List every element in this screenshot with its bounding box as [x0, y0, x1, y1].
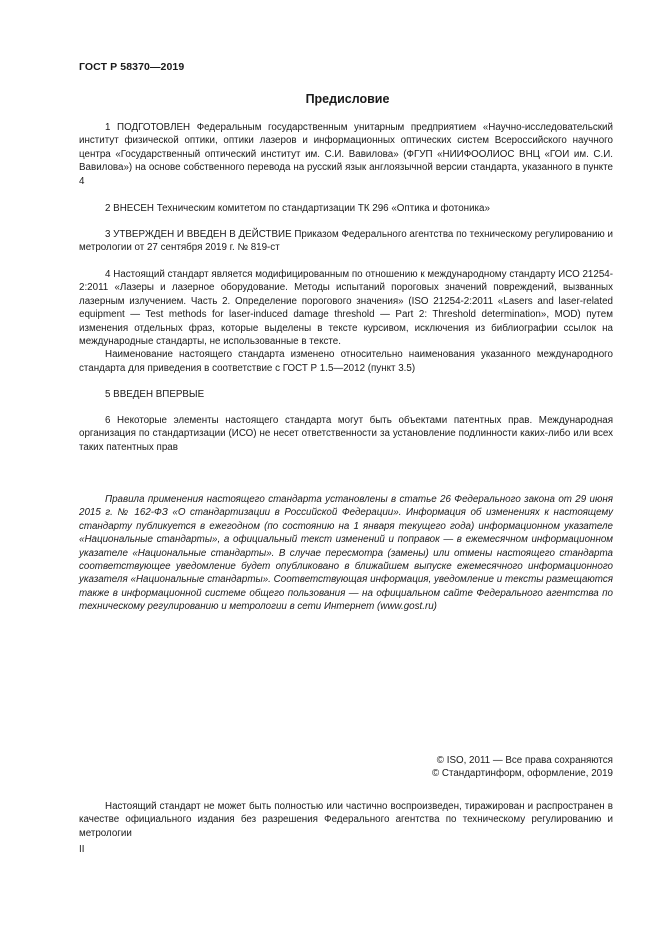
preface-item-2: [79, 202, 613, 215]
application-rules-text: Правила применения настоящего стандарта установлены в статье 26 Федерального закона от 29 июня 2015 г. № 162-ФЗ «О стандартизации в Российской Федерации». Информация об изменениях к настоящему стандарту публикуется в ежегодном (по состоянию на 1 января текущего года) информационном указателе «Национальные стандарты», а официальный текст изменений и поправок — в ежемесячном информационном указателе «Национальные стандарты». В случае пересмотра (замены) или отмены настоящего стандарта соответствующее уведомление будет опубликовано в ближайшем выпуске ежемесячного информационного указателя «Национальные стандарты». Соответствующая информация, уведомление и тексты размещаются также в информационной системе общего пользования — на официальном сайте Федерального агентства по техническому регулированию и метрологии в сети Интернет (www.gost.ru): [79, 494, 613, 613]
preface-item-1: [79, 121, 613, 188]
copyright-standartinform: © Стандартинформ, оформление, 2019: [431, 768, 613, 780]
preface-heading: Предисловие: [305, 92, 390, 106]
preface-item-3: [79, 228, 613, 255]
document-code: ГОСТ Р 58370—2019: [79, 61, 185, 73]
preface-item-2-text: 2 ВНЕСЕН Техническим комитетом по стандартизации ТК 296 «Оптика и фотоника»: [105, 203, 490, 214]
reproduction-notice-text: Настоящий стандарт не может быть полностью или частично воспроизведен, тиражирован и распространен в качестве официального издания без разрешения Федерального агентства по техническому регулированию и метрологии: [79, 801, 613, 839]
preface-item-6-text: 6 Некоторые элементы настоящего стандарта могут быть объектами патентных прав. Международная организация по стандартизации (ИСО) не несет ответственности за установление подлинности каких-либо или всех таких патентных прав: [79, 415, 613, 453]
preface-item-4: [79, 268, 613, 375]
copyright-block: [79, 754, 613, 781]
preface-item-5: [79, 388, 613, 401]
preface-item-4-text: 4 Настоящий стандарт является модифицированным по отношению к международному стандарту ИСО 21254-2:2011 «Лазеры и лазерное оборудование. Методы испытаний пороговых значений повреждений, вызванных лазерным излучением. Часть 2. Определение порогового значения» (ISO 21254-2:2011 «Lasers and laser-related equipment — Test methods for laser-induced damage threshold — Part 2: Threshold determination», MOD) путем изменения отдельных фраз, которые выделены в тексте курсивом, исключения из библиографии ссылок на международные стандарты, не использованные в тексте.: [79, 269, 613, 348]
reproduction-notice: [79, 800, 613, 840]
preface-item-3-text: 3 УТВЕРЖДЕН И ВВЕДЕН В ДЕЙСТВИЕ Приказом Федерального агентства по техническому регулированию и метрологии от 27 сентября 2019 г. № 819-ст: [79, 229, 613, 254]
copyright-iso: © ISO, 2011 — Все права сохраняются: [436, 755, 613, 766]
preface-item-4-name-change: Наименование настоящего стандарта изменено относительно наименования указанного международного стандарта для приведения в соответствие с ГОСТ Р 1.5—2012 (пункт 3.5): [79, 349, 613, 374]
application-rules-notice: [79, 493, 613, 614]
page-number: II: [79, 844, 85, 855]
preface-item-6: [79, 414, 613, 454]
preface-item-5-text: 5 ВВЕДЕН ВПЕРВЫЕ: [105, 389, 205, 400]
preface-item-1-text: 1 ПОДГОТОВЛЕН Федеральным государственным унитарным предприятием «Научно-исследовательский институт физической оптики, оптики лазеров и информационных оптических систем Всероссийского научного центра «Государственный оптический институт им. С.И. Вавилова» (ФГУП «НИИФООЛИОС ВНЦ «ГОИ им. С.И. Вавилова») на основе собственного перевода на русский язык англоязычной версии стандарта, указанного в пункте 4: [79, 122, 613, 187]
